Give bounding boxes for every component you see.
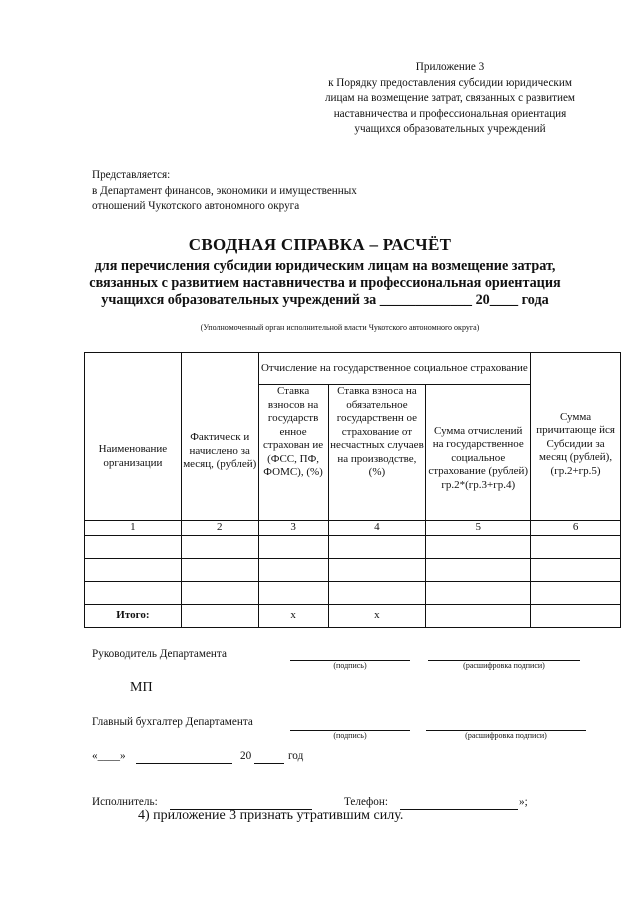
col-number: 3: [258, 521, 328, 536]
accountant-decode-line[interactable]: [426, 716, 586, 731]
date-month-line[interactable]: [136, 750, 232, 764]
submitted-line: Представляется:: [92, 169, 171, 181]
final-text: 4) приложение 3 признать утратившим силу.: [138, 808, 404, 823]
executor-label: Исполнитель:: [92, 796, 158, 808]
table-cell[interactable]: [181, 535, 258, 558]
header-org: Наименование организации: [85, 353, 182, 521]
table-cell[interactable]: [85, 535, 182, 558]
document-title: СВОДНАЯ СПРАВКА – РАСЧЁТ: [188, 235, 452, 254]
col-number: 6: [531, 521, 621, 536]
table-row: [85, 558, 621, 581]
subtitle-line: учащихся образовательных учреждений за _____________ 20____ года: [101, 292, 549, 308]
head-decode-line[interactable]: [428, 646, 580, 661]
accountant-signature-line[interactable]: [290, 716, 410, 731]
numbers-row: [85, 521, 621, 536]
phone-line[interactable]: [400, 796, 518, 810]
table-cell[interactable]: [531, 535, 621, 558]
date-day: «____»: [92, 750, 126, 762]
head-signature-line[interactable]: [290, 646, 410, 661]
total-label: Итого:: [85, 604, 182, 627]
table-cell[interactable]: [426, 558, 531, 581]
table-cell[interactable]: [426, 581, 531, 604]
table-row: [85, 581, 621, 604]
decode-hint: (расшифровка подписи): [465, 731, 547, 740]
header-amount: Сумма отчислений на государственное социальное страхование (рублей) гр.2*(гр.3+гр.4): [426, 385, 531, 521]
signature-hint: (подпись): [333, 661, 367, 670]
signature-hint: (подпись): [333, 731, 367, 740]
table-cell[interactable]: [531, 558, 621, 581]
stamp-label: МП: [130, 680, 153, 695]
col-number: 2: [181, 521, 258, 536]
subtitle-line: связанных с развитием наставничества и профессиональная ориентация: [89, 275, 561, 291]
appendix-line: Приложение 3: [415, 61, 485, 73]
col-number: 1: [85, 521, 182, 536]
appendix-line: лицам на возмещение затрат, связанных с развитием: [324, 92, 576, 104]
table-cell[interactable]: [181, 581, 258, 604]
total-x: x: [328, 604, 426, 627]
table-row: [85, 535, 621, 558]
col-number: 4: [328, 521, 426, 536]
header-rate: Ставка взносов на государств енное страхован ие (ФСС, ПФ, ФОМС), (%): [258, 385, 328, 521]
date-year-suffix: год: [288, 750, 304, 762]
table-cell[interactable]: [426, 604, 531, 627]
date-year-line[interactable]: [254, 750, 284, 764]
appendix-line: к Порядку предоставления субсидии юридическим: [328, 76, 572, 89]
table-cell[interactable]: [85, 558, 182, 581]
table-cell[interactable]: [258, 535, 328, 558]
col-number: 5: [426, 521, 531, 536]
appendix-header: [290, 60, 610, 138]
table-cell[interactable]: [328, 558, 426, 581]
total-row: [85, 604, 621, 627]
total-x: x: [258, 604, 328, 627]
table-cell[interactable]: [181, 558, 258, 581]
authority-note: (Уполномоченный орган исполнительной власти Чукотского автономного округа): [200, 323, 480, 332]
accountant-label: Главный бухгалтер Департамента: [92, 716, 253, 728]
table-cell[interactable]: [531, 581, 621, 604]
table-cell[interactable]: [85, 581, 182, 604]
head-label: Руководитель Департамента: [92, 648, 227, 660]
phone-suffix: »;: [519, 796, 528, 808]
table-cell[interactable]: [258, 581, 328, 604]
decode-hint: (расшифровка подписи): [463, 661, 545, 670]
submitted-line: отношений Чукотского автономного округа: [92, 200, 300, 212]
phone-label: Телефон:: [344, 796, 388, 808]
appendix-line: учащихся образовательных учреждений: [354, 123, 546, 135]
header-group: Отчисление на государственное социальное страхование: [258, 353, 531, 385]
date-year-prefix: 20: [240, 750, 252, 762]
table-cell[interactable]: [426, 535, 531, 558]
table-cell[interactable]: [328, 581, 426, 604]
header-accrued: Фактическ и начислено за месяц, (рублей): [181, 353, 258, 521]
header-subsidy: Сумма причитающе йся Субсидии за месяц (рублей), (гр.2+гр.5): [531, 353, 621, 521]
submitted-line: в Департамент финансов, экономики и имущественных: [92, 184, 357, 197]
table-cell[interactable]: [258, 558, 328, 581]
table-cell[interactable]: [328, 535, 426, 558]
subtitle-line: для перечисления субсидии юридическим лицам на возмещение затрат,: [94, 258, 556, 274]
appendix-line: наставничества и профессиональная ориентация: [333, 107, 567, 120]
table-cell[interactable]: [531, 604, 621, 627]
document-subtitle: [40, 258, 610, 309]
header-rate-accident: Ставка взноса на обязательное государственн ое страхование от несчастных случаев на производстве, (%): [328, 385, 426, 521]
table-cell[interactable]: [181, 604, 258, 627]
calculation-table: [84, 352, 621, 628]
submitted-to-block: [92, 168, 357, 215]
